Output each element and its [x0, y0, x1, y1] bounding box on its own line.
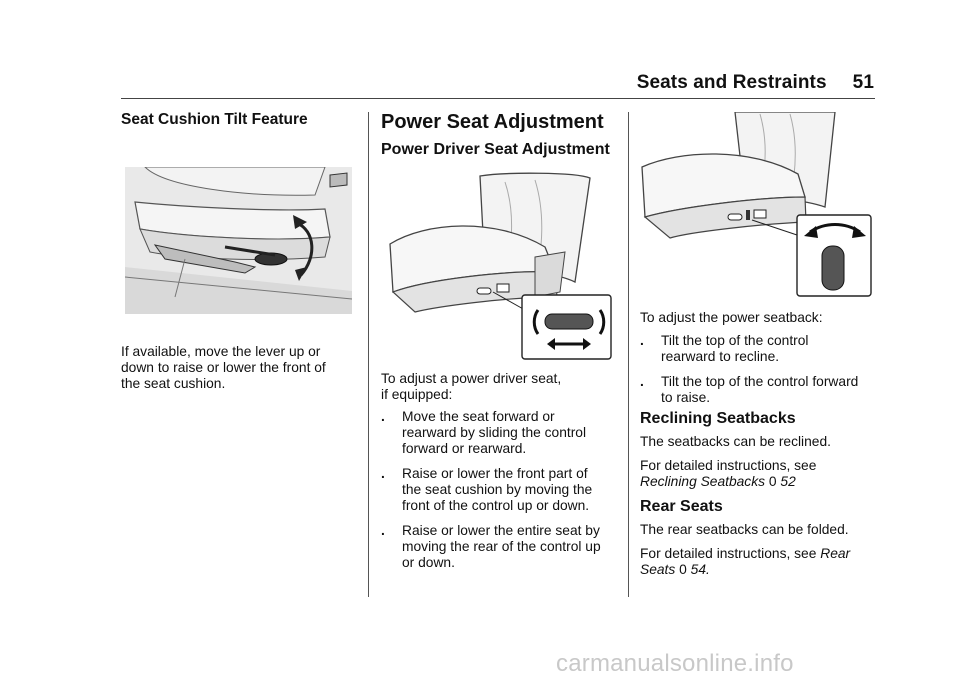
power-seat-intro	[381, 371, 621, 403]
rear-seats-text: The rear seatbacks can be folded.	[640, 522, 849, 537]
text-line: Tilt the top of the control	[661, 333, 809, 348]
power-driver-seat-subtitle: Power Driver Seat Adjustment	[381, 141, 610, 158]
text-line: or down.	[402, 555, 455, 570]
text-line: the seat cushion.	[121, 376, 226, 391]
text-line: to raise.	[661, 390, 711, 405]
section-title: Seats and Restraints	[636, 72, 827, 93]
column-divider	[368, 112, 369, 597]
reclining-detail	[640, 458, 880, 490]
bullet-mark: .	[381, 466, 385, 481]
reclining-text: The seatbacks can be reclined.	[640, 434, 831, 449]
cushion-tilt-text	[121, 344, 361, 392]
text-line: down to raise or lower the front of	[121, 360, 326, 375]
watermark: carmanualsonline.info	[556, 650, 794, 677]
text-line: If available, move the lever up or	[121, 344, 321, 359]
text-line: Move the seat forward or	[402, 409, 555, 424]
text-line: To adjust a power driver seat,	[381, 371, 562, 386]
list-item	[640, 374, 880, 406]
rear-link-part1[interactable]: Rear	[820, 546, 851, 561]
text-line: front of the control up or down.	[402, 498, 590, 513]
text-line: if equipped:	[381, 387, 453, 402]
text-line: Raise or lower the front part of	[402, 466, 588, 481]
cross-reference[interactable]	[640, 474, 880, 490]
seatback-bullet-list	[640, 333, 880, 406]
page-number: 51	[852, 72, 874, 93]
seatback-intro: To adjust the power seatback:	[640, 310, 823, 325]
text-line: Tilt the top of the control forward	[661, 374, 859, 389]
page-ref: 52	[780, 474, 796, 489]
text-line: For detailed instructions, see	[640, 458, 817, 473]
list-item	[640, 333, 880, 365]
power-seatback-illustration	[640, 112, 874, 300]
page-ref-icon: 0	[679, 562, 687, 577]
power-seat-bullet-list	[381, 409, 621, 571]
list-item	[381, 466, 621, 514]
seat-cushion-tilt-heading: Seat Cushion Tilt Feature	[121, 111, 308, 128]
cross-reference[interactable]	[640, 562, 880, 578]
text-line: For detailed instructions, see	[640, 546, 817, 561]
reclining-seatbacks-heading: Reclining Seatbacks	[640, 410, 796, 427]
text-line: rearward to recline.	[661, 349, 780, 364]
text-line: rearward by sliding the control	[402, 425, 587, 440]
bullet-mark: .	[381, 409, 385, 424]
bullet-mark: .	[640, 333, 644, 348]
cushion-tilt-illustration	[125, 167, 352, 314]
column-divider	[628, 112, 629, 597]
rear-link-part2[interactable]: Seats	[640, 562, 676, 577]
rear-seats-detail	[640, 546, 880, 578]
page-ref: 54.	[690, 562, 710, 577]
list-item	[381, 409, 621, 457]
text-line: Raise or lower the entire seat by	[402, 523, 600, 538]
rear-seats-heading: Rear Seats	[640, 498, 723, 515]
bullet-mark: .	[640, 374, 644, 389]
text-line: the seat cushion by moving the	[402, 482, 593, 497]
power-driver-seat-illustration	[385, 172, 613, 362]
list-item	[381, 523, 621, 571]
text-line: moving the rear of the control up	[402, 539, 601, 554]
header-rule	[121, 98, 875, 99]
power-seat-adjustment-title: Power Seat Adjustment	[381, 111, 604, 133]
text-line: forward or rearward.	[402, 441, 527, 456]
running-header	[637, 72, 874, 94]
page-ref-icon: 0	[768, 474, 777, 489]
reclining-link[interactable]: Reclining Seatbacks	[640, 474, 766, 489]
bullet-mark: .	[381, 523, 385, 538]
